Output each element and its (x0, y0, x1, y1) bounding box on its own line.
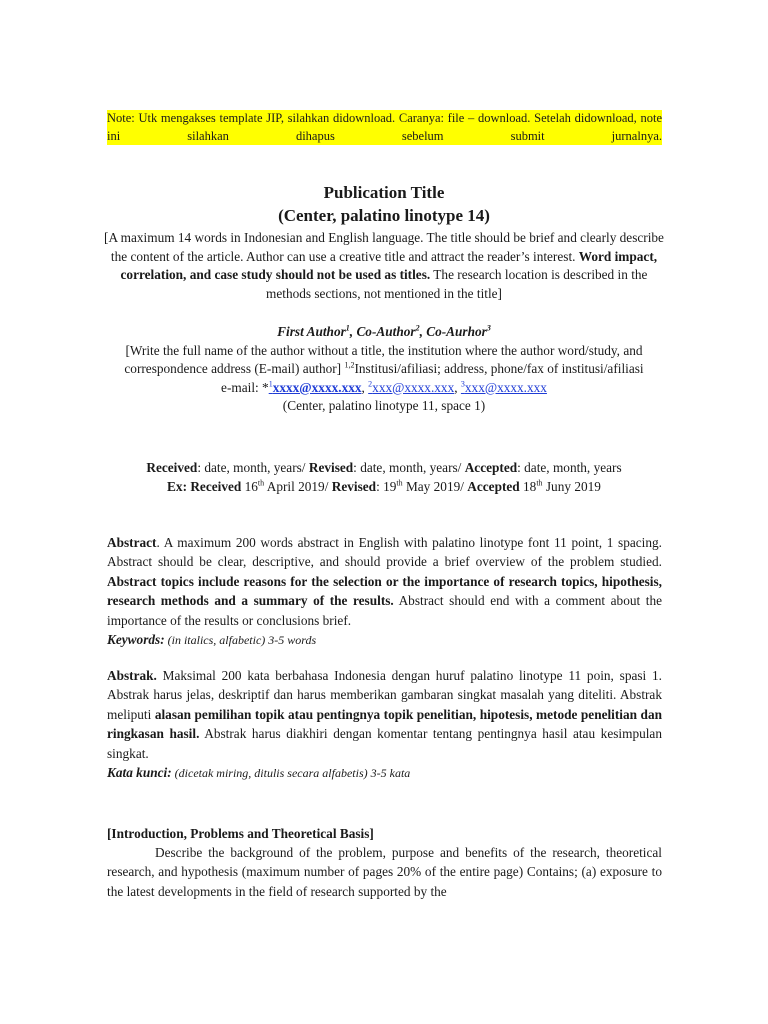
institution-sup: 1,2 (344, 360, 355, 370)
email-3-text: xxx@xxxx.xxx (464, 379, 547, 395)
abstract-text-a: . A maximum 200 words abstract in English with palatino linotype font 11 point, 1 spacing. Abstract should be clear, descriptive, and should provide a brief overview of the problem studied. (107, 535, 662, 570)
author-names: First Author$^1$, Co-Author$^2$, Co-Aurhor$^3$ (277, 323, 491, 339)
abstract-english (107, 533, 662, 650)
example-accepted-label: Accepted (467, 479, 520, 494)
title-line-1: Publication Title (323, 183, 445, 202)
email-link-1[interactable] (269, 380, 362, 395)
co-author-2: Co-Aurhor (426, 324, 487, 339)
email-link-3[interactable] (461, 380, 547, 395)
template-note: Note: Utk mengakses template JIP, silahkan didownload. Caranya: file – download. Setelah didownload, note ini silahkan dihapus sebelum submit jurnalnya. (107, 110, 662, 145)
title-line-2: (Center, palatino linotype 14) (278, 206, 490, 225)
title-desc-text-b: The research location is described in the methods sections, not mentioned in the title] (266, 267, 648, 301)
example-revised-sup: th (396, 478, 403, 488)
dates-template-line (100, 458, 668, 477)
example-received-sup: th (257, 478, 265, 488)
email-1-sup: 1 (268, 379, 273, 389)
email-line: e-mail: *$^1$xxxx@xxxx.xxx, $^2$xxx@xxxx.xxx, $^3$xxx@xxxx.xxx (221, 379, 547, 395)
email-link-2[interactable] (368, 380, 454, 395)
email-2-sup: 2 (368, 379, 373, 389)
keywords-label: Keywords: (107, 632, 165, 648)
abstract-english-body (107, 533, 662, 630)
example-revised-label: Revised (331, 479, 377, 494)
author-instruction (100, 342, 668, 379)
email-label: e-mail: * (221, 379, 269, 395)
co-author-1: Co-Author (356, 324, 416, 339)
email-2-text: xxx@xxxx.xxx (372, 379, 455, 395)
example-accepted-rest: Juny 2019 (542, 479, 601, 494)
email-1-text: xxxx@xxxx.xxx (272, 379, 362, 395)
first-author: First Author (277, 324, 346, 339)
kata-kunci-text: (dicetak miring, ditulis secara alfabetis) 3-5 kata (171, 766, 411, 781)
abstract-label: Abstract (107, 535, 157, 550)
submission-dates (100, 458, 668, 496)
received-value: : date, month, years/ (197, 460, 309, 475)
example-revised-rest: May 2019/ (402, 479, 468, 494)
section-heading-introduction: [Introduction, Problems and Theoretical Basis] (107, 826, 374, 841)
title-desc-bold: Word impact, correlation, and case study should not be used as titles. (120, 248, 658, 283)
revised-label: Revised (308, 460, 354, 475)
title-desc-text-a: [A maximum 14 words in Indonesian and English language. The title should be brief and clearly describe the content of the article. Author can use a creative title and attract the reader’s interest. (104, 230, 664, 264)
abstrak-text-a: Maksimal 200 kata berbahasa Indonesia dengan huruf palatino linotype 11 poin, spasi 1. Abstrak harus jelas, deskriptif dan harus memberikan gambaran singkat masalah yang diteliti. Abstrak meliputi (107, 668, 662, 722)
example-accepted-day: 18 (519, 479, 537, 494)
received-label: Received (146, 460, 198, 475)
example-received-label: Ex: Received (167, 479, 242, 494)
abstrak-text-bold: alasan pemilihan topik atau pentingnya topik penelitian, hipotesis, metode penelitian dan ringkasan hasil. (107, 706, 662, 742)
dates-example-line (100, 477, 668, 496)
abstract-text-b: Abstract should end with a comment about the importance of the results or conclusions brief. (107, 593, 662, 628)
co-author-2-sup: 3 (486, 323, 491, 333)
title-description (100, 229, 668, 303)
abstrak-body (107, 666, 662, 763)
kata-kunci-label: Kata kunci: (107, 765, 172, 781)
accepted-value: : date, month, years (517, 460, 622, 475)
abstrak-label: Abstrak. (107, 668, 157, 683)
example-revised-day: : 19 (376, 479, 397, 494)
co-author-1-sup: 2 (415, 323, 420, 333)
institution-text: Institusi/afiliasi; address, phone/fax of institusi/afiliasi (354, 361, 644, 377)
keywords-line (107, 630, 662, 650)
introduction-paragraph: Describe the background of the problem, purpose and benefits of the research, theoretical research, and hypothesis (maximum number of pages 20% of the entire page) Contains; (a) exposure to the latest developments in the field of research supported by the (107, 845, 662, 899)
first-author-sup: 1 (345, 323, 350, 333)
abstract-text-bold: Abstract topics include reasons for the selection or the importance of research topics, hipothesis, research methods and a summary of the results. (107, 573, 662, 609)
example-received-rest: April 2019/ (264, 479, 332, 494)
abstract-indonesian (107, 666, 662, 783)
keywords-text: (in italics, alfabetic) 3-5 words (164, 633, 317, 648)
example-received-day: 16 (241, 479, 258, 494)
author-instruction-text: [Write the full name of the author without a title, the institution where the author word/study, and correspondence address (E-mail) author] (124, 342, 643, 377)
email-3-sup: 3 (460, 379, 465, 389)
publication-title (100, 181, 668, 227)
revised-value: : date, month, years/ (353, 460, 465, 475)
abstrak-text-b: Abstrak harus diakhiri dengan komentar tentang pentingnya hasil atau kesimpulan singkat. (107, 726, 662, 761)
accepted-label: Accepted (464, 460, 518, 475)
kata-kunci-line (107, 763, 662, 783)
example-accepted-sup: th (536, 478, 543, 488)
author-format-note: (Center, palatino linotype 11, space 1) (282, 398, 486, 414)
author-block (100, 323, 668, 416)
